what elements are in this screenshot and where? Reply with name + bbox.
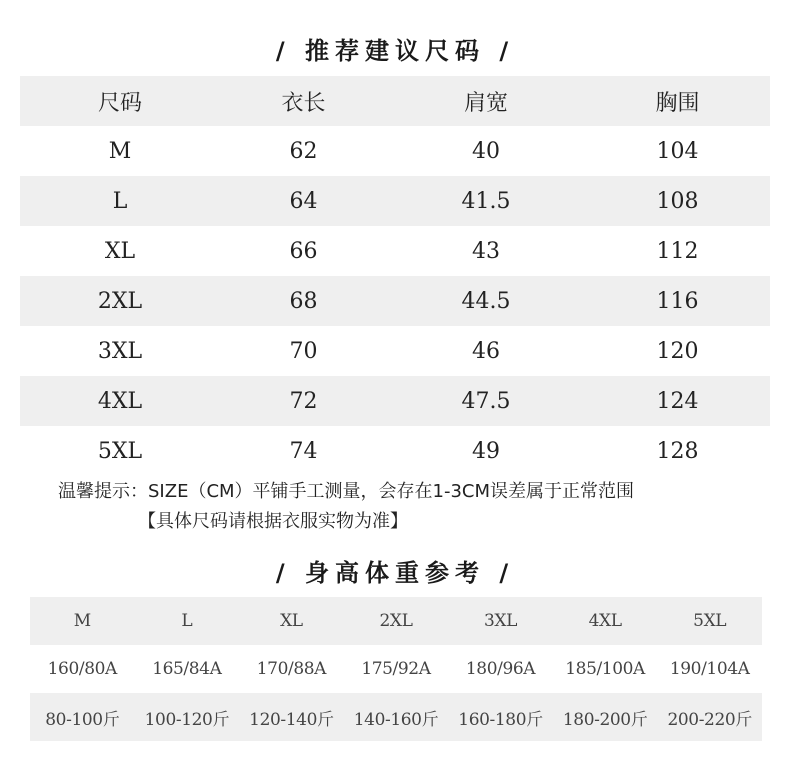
size-cell: M: [108, 138, 132, 164]
ref-weight-cell: 80-100斤: [45, 709, 120, 730]
header-shoulder: 肩宽: [463, 90, 508, 116]
ref-size-cell: XL: [280, 611, 303, 631]
ref-size-row: [30, 597, 762, 645]
table-row: [20, 126, 770, 176]
ref-weight-row: [30, 693, 762, 741]
size-cell: XL: [104, 238, 136, 264]
chest-cell: 112: [656, 238, 699, 264]
shoulder-cell: 41.5: [461, 188, 511, 214]
header-length: 衣长: [281, 90, 326, 116]
ref-height-cell: 190/104A: [669, 659, 750, 679]
ref-height-row: [30, 645, 762, 693]
ref-height-cell: 185/100A: [565, 659, 645, 679]
ref-size-cell: 3XL: [484, 611, 518, 631]
length-cell: 70: [289, 338, 318, 364]
ref-weight-cell: 140-160斤: [353, 709, 439, 730]
ref-size-cell: M: [73, 611, 91, 631]
size-cell: 5XL: [97, 438, 143, 464]
size-table-header-row: [20, 76, 770, 126]
reference-section-title: / 身高体重参考 /: [275, 559, 515, 587]
table-row: [20, 276, 770, 326]
size-cell: 3XL: [97, 338, 143, 364]
shoulder-cell: 40: [472, 138, 500, 164]
size-section-title: / 推荐建议尺码 /: [275, 37, 515, 65]
length-cell: 66: [289, 238, 318, 264]
chest-cell: 128: [656, 438, 699, 464]
table-row: [20, 326, 770, 376]
length-cell: 68: [289, 288, 318, 314]
size-cell: 4XL: [97, 388, 143, 414]
shoulder-cell: 43: [472, 238, 500, 264]
chest-cell: 124: [656, 388, 699, 414]
shoulder-cell: 44.5: [461, 288, 511, 314]
ref-weight-cell: 120-140斤: [249, 709, 334, 730]
ref-height-cell: 175/92A: [361, 659, 431, 679]
size-cell: L: [112, 188, 128, 214]
shoulder-cell: 47.5: [461, 388, 511, 414]
ref-weight-cell: 160-180斤: [458, 709, 543, 730]
shoulder-cell: 49: [472, 438, 500, 464]
ref-height-cell: 165/84A: [152, 659, 222, 679]
chest-cell: 104: [656, 138, 699, 164]
ref-height-cell: 160/80A: [47, 659, 117, 679]
size-table: [20, 76, 770, 476]
size-cell: 2XL: [97, 288, 143, 314]
chest-cell: 120: [656, 338, 699, 364]
ref-size-cell: 2XL: [379, 611, 413, 631]
table-row: [20, 426, 770, 476]
table-row: [20, 176, 770, 226]
ref-weight-cell: 100-120斤: [144, 709, 230, 730]
notes-line-1: 温馨提示：SIZE（CM）平铺手工测量，会存在1-3CM误差属于正常范围: [58, 481, 635, 502]
height-weight-table: [30, 597, 762, 741]
measurement-notes: [58, 477, 778, 537]
notes-line-2: 【具体尺码请根据衣服实物为准】: [138, 511, 408, 532]
ref-weight-cell: 180-200斤: [562, 709, 648, 730]
length-cell: 64: [289, 188, 318, 214]
table-row: [20, 376, 770, 426]
ref-size-cell: L: [181, 611, 193, 631]
length-cell: 74: [289, 438, 318, 464]
ref-weight-cell: 200-220斤: [667, 709, 752, 730]
chest-cell: 108: [656, 188, 699, 214]
length-cell: 72: [289, 388, 318, 414]
ref-height-cell: 180/96A: [465, 659, 536, 679]
ref-height-cell: 170/88A: [256, 659, 327, 679]
length-cell: 62: [289, 138, 318, 164]
ref-size-cell: 5XL: [693, 611, 727, 631]
header-chest: 胸围: [655, 90, 700, 116]
ref-size-cell: 4XL: [588, 611, 622, 631]
shoulder-cell: 46: [472, 338, 500, 364]
chest-cell: 116: [656, 288, 699, 314]
table-row: [20, 226, 770, 276]
header-size: 尺码: [97, 90, 142, 116]
